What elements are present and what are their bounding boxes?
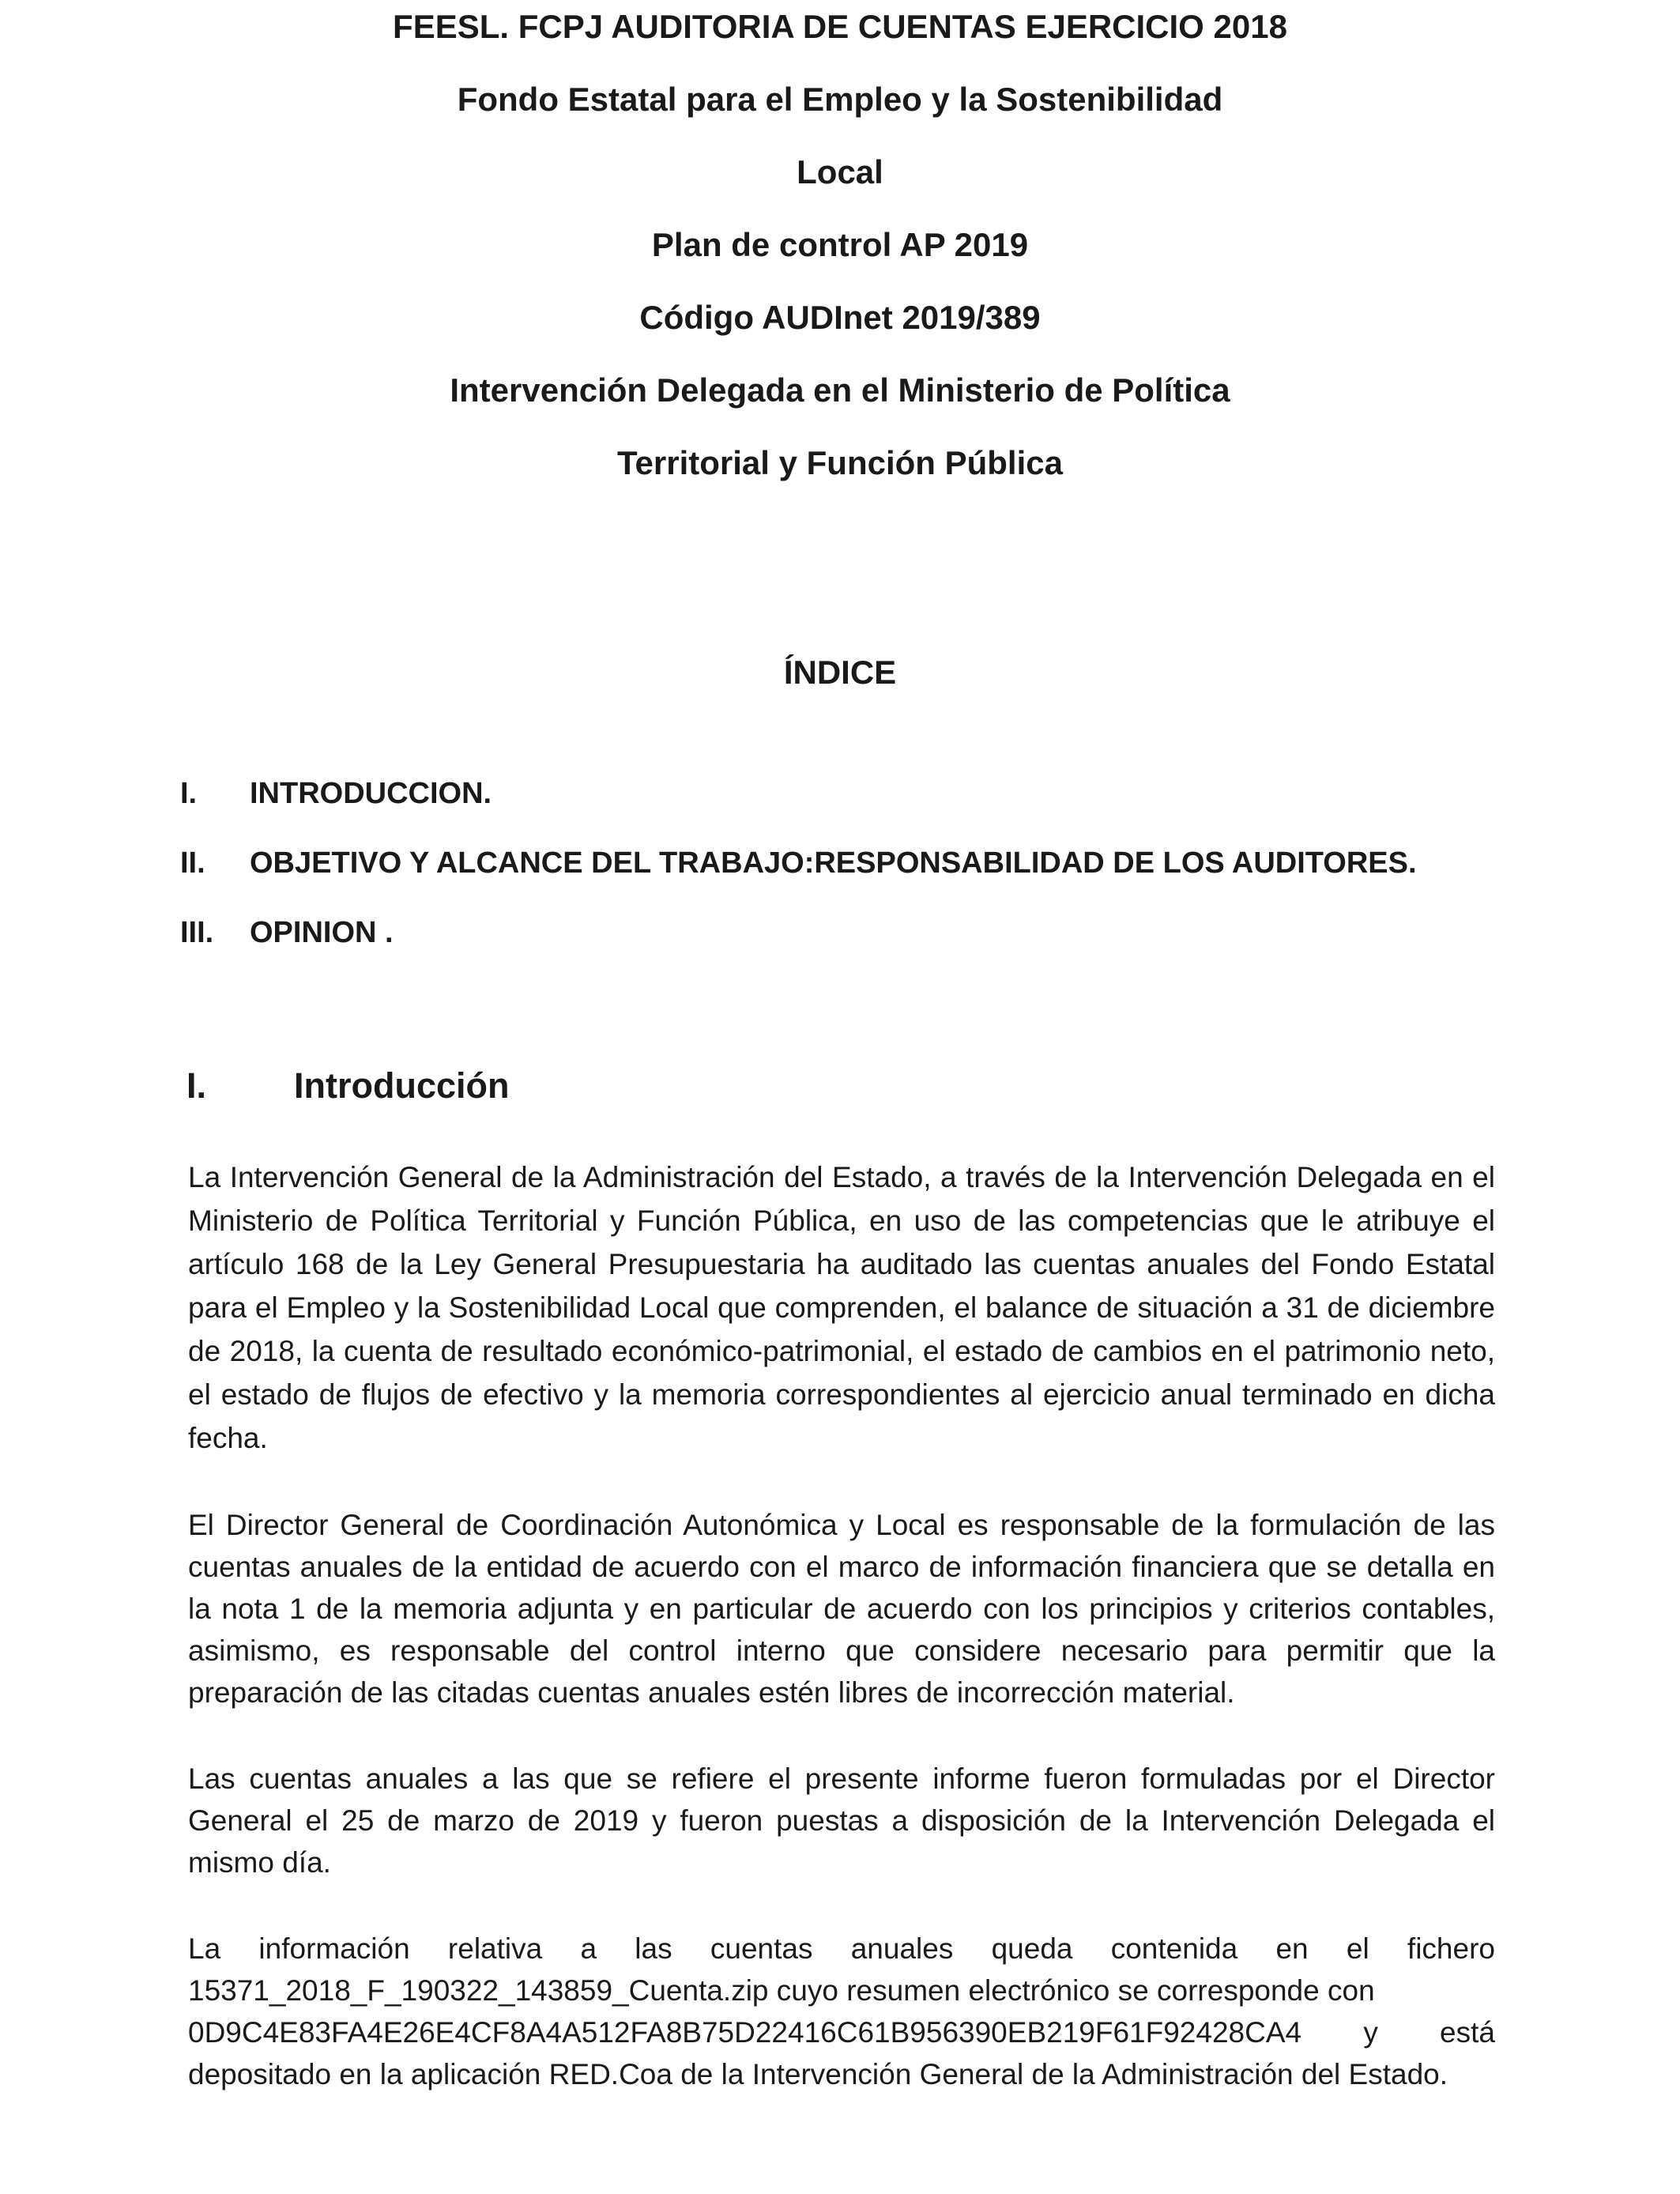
index-item-number: II. xyxy=(180,846,205,880)
title-line-5: Código AUDInet 2019/389 xyxy=(639,299,1041,336)
index-item-label: OBJETIVO Y ALCANCE DEL TRABAJO:RESPONSABILIDAD DE LOS AUDITORES. xyxy=(250,846,1417,880)
index-item xyxy=(180,898,1603,967)
hash-line xyxy=(188,2011,1495,2053)
index-heading: ÍNDICE xyxy=(783,654,897,691)
hash-verb: está xyxy=(1440,2016,1495,2049)
document-body xyxy=(188,1155,1495,2139)
index-item xyxy=(180,759,1603,828)
paragraph-responsibility: El Director General de Coordinación Autonómica y Local es responsable de la formulación de las cuentas anuales de la entidad de acuerdo con el marco de información financiera que se detalla en la nota 1 de la memoria adjunta y en particular de acuerdo con los principios y criterios contables, asimismo, es responsable del control interno que considere necesario para permitir que la preparación de las citadas cuentas anuales estén libres de incorrección material. xyxy=(188,1509,1495,1709)
index-item-number: III. xyxy=(180,916,214,949)
section-heading-introduccion xyxy=(186,1061,509,1111)
index-list xyxy=(180,759,1603,967)
paragraph-file-info xyxy=(188,1928,1495,2095)
index-item-label: OPINION . xyxy=(250,916,394,949)
index-item-label: INTRODUCCION. xyxy=(250,777,492,810)
index-item xyxy=(180,828,1603,898)
file-info-location: depositado en la aplicación RED.Coa de la Intervención General de la Administración del Estado. xyxy=(188,2058,1448,2090)
hash-conjunction: y xyxy=(1363,2016,1378,2049)
title-line-6: Intervención Delegada en el Ministerio de Política xyxy=(450,371,1230,409)
title-line-3: Local xyxy=(797,153,883,190)
section-number: I. xyxy=(186,1065,207,1106)
paragraph-intro: La Intervención General de la Administración del Estado, a través de la Intervención Delegada en el Ministerio de Política Territorial y Función Pública, en uso de las competencias que le atribuye el artículo 168 de la Ley General Presupuestaria ha auditado las cuentas anuales del Fondo Estatal para el Empleo y la Sostenibilidad Local que comprenden, el balance de situación a 31 de diciembre de 2018, la cuenta de resultado económico-patrimonial, el estado de cambios en el patrimonio neto, el estado de flujos de efectivo y la memoria correspondientes al ejercicio anual terminado en dicha fecha. xyxy=(188,1161,1495,1454)
title-line-4: Plan de control AP 2019 xyxy=(651,226,1029,263)
file-info-text: La información relativa a las cuentas anuales queda contenida en el fichero 15371_2018_F_190322_143859_Cuenta.zip cuyo resumen electrónico se corresponde con xyxy=(188,1932,1495,2007)
section-title: Introducción xyxy=(294,1065,510,1106)
paragraph-formulation: Las cuentas anuales a las que se refiere el presente informe fueron formuladas por el Director General el 25 de marzo de 2019 y fueron puestas a disposición de la Intervención Delegada el mismo día. xyxy=(188,1762,1495,1879)
index-item-number: I. xyxy=(180,777,198,810)
title-line-1: FEESL. FCPJ AUDITORIA DE CUENTAS EJERCICIO 2018 xyxy=(393,8,1287,45)
electronic-hash: 0D9C4E83FA4E26E4CF8A4A512FA8B75D22416C61B956390EB219F61F92428CA4 xyxy=(188,2016,1302,2049)
title-line-7: Territorial y Función Pública xyxy=(617,444,1063,481)
title-line-2: Fondo Estatal para el Empleo y la Sostenibilidad xyxy=(457,81,1223,118)
document-title xyxy=(0,0,1680,499)
